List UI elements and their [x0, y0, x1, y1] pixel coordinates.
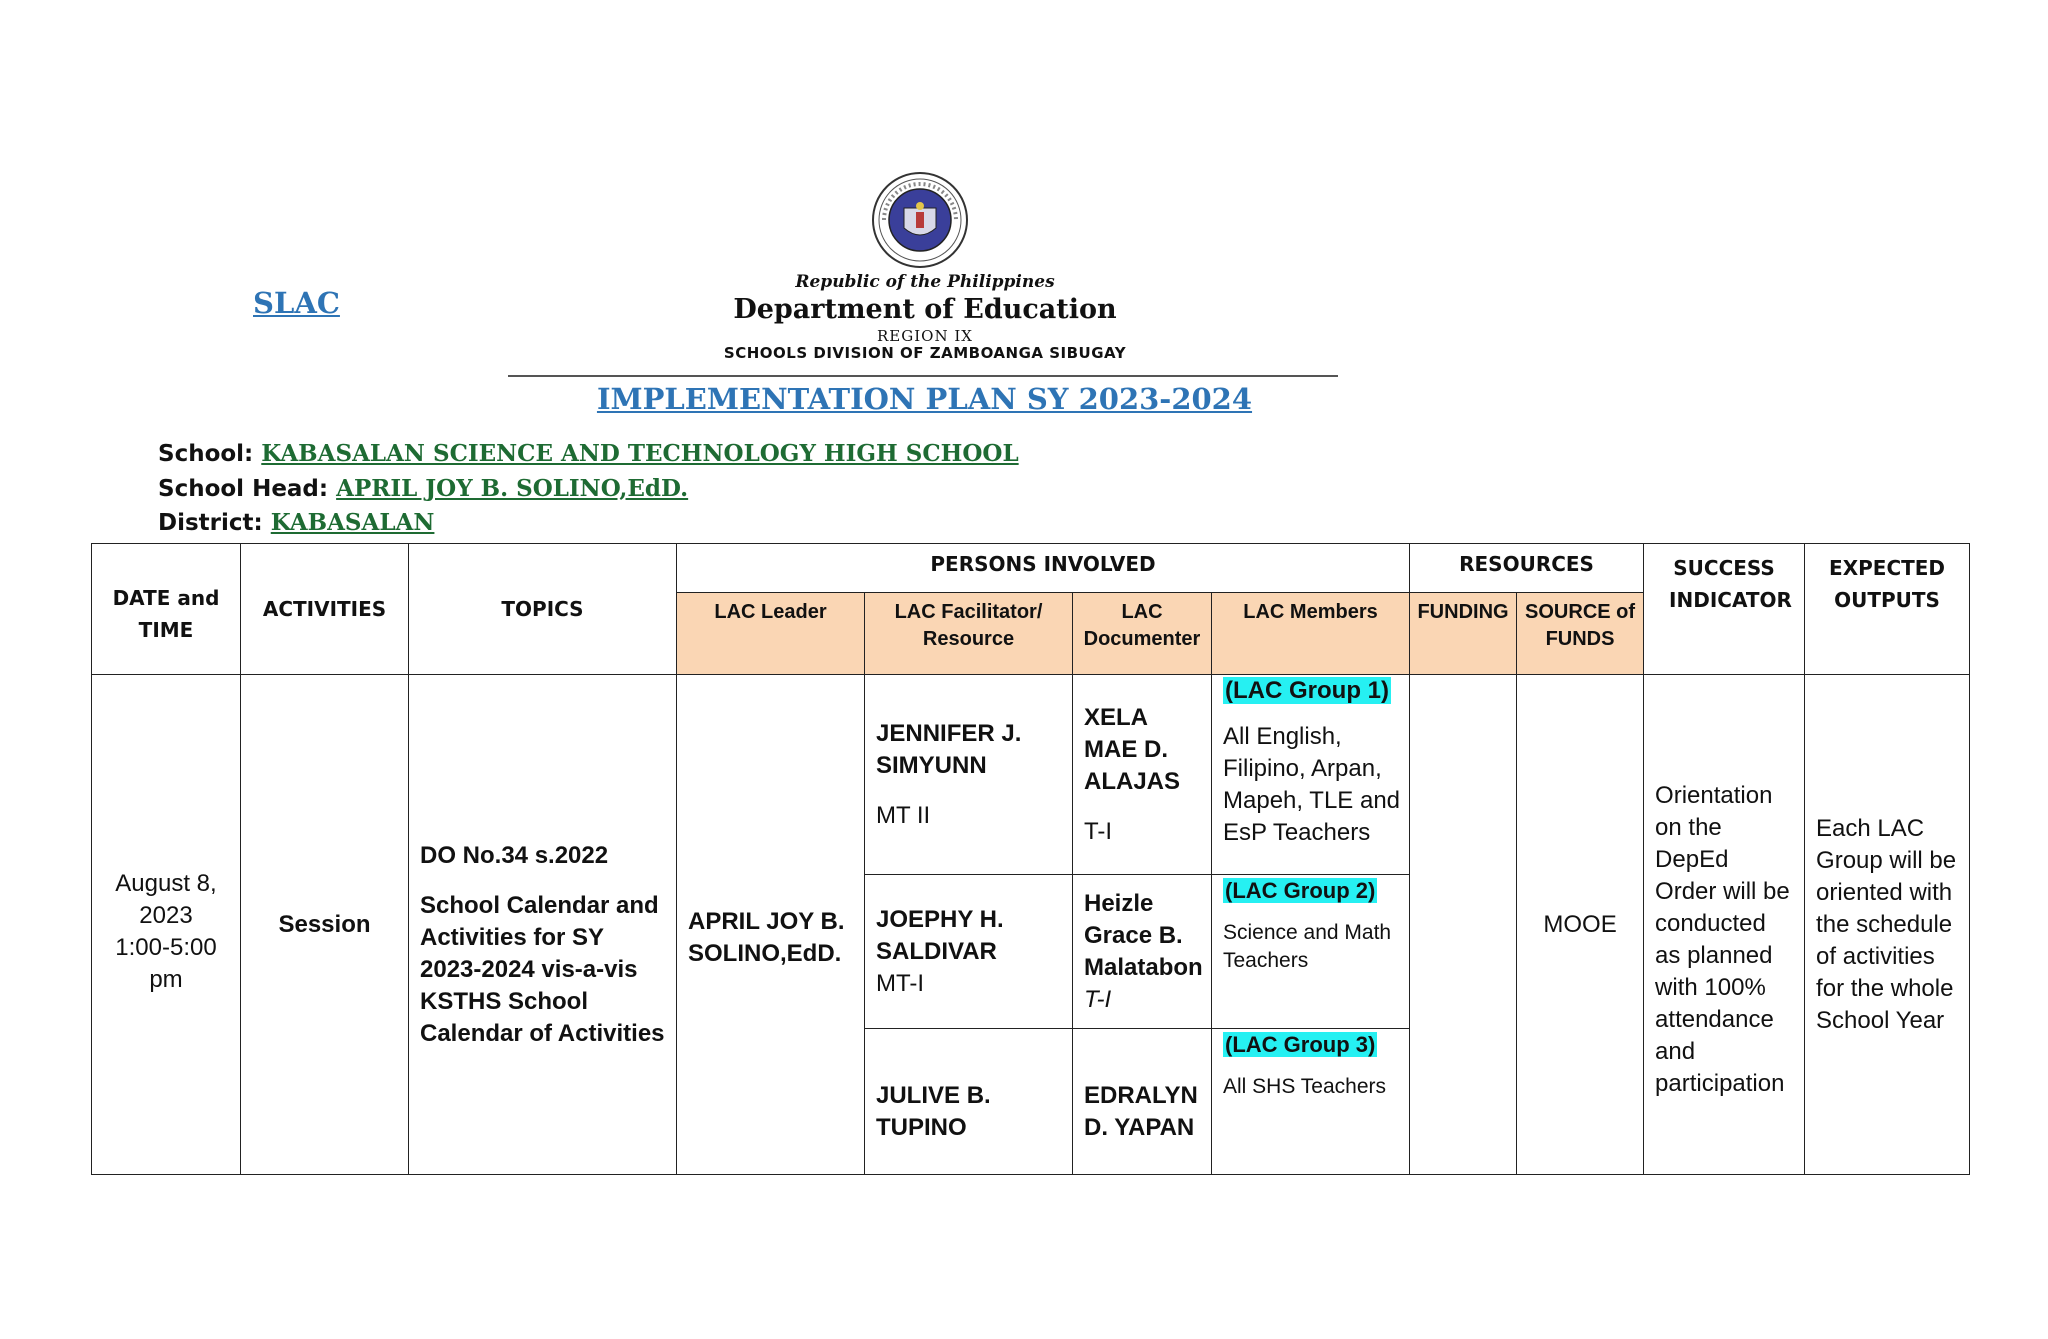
header-topics: TOPICS [409, 544, 677, 675]
facilitator-cell-group-3 [865, 1029, 1073, 1175]
district-label: District: [158, 510, 271, 536]
facilitator-name: JENNIFER J. SIMYUNN [876, 719, 1022, 779]
members-cell-group-1 [1212, 675, 1410, 875]
header-expected-outputs: EXPECTED OUTPUTS [1805, 544, 1970, 675]
header-rule [508, 375, 1338, 377]
topic-code: DO No.34 s.2022 [420, 841, 609, 869]
school-head-value: APRIL JOY B. SOLINO,EdD. [336, 475, 689, 502]
lac-leader-cell: APRIL JOY B. SOLINO,EdD. [677, 675, 865, 1175]
header-persons-involved: PERSONS INVOLVED [677, 544, 1410, 593]
documenter-cell-group-3 [1073, 1029, 1212, 1175]
topic-description: School Calendar and Activities for SY 2023-2024 vis-a-vis KSTHS School Calendar of Activities [420, 891, 665, 1047]
header-lac-leader: LAC Leader [677, 593, 865, 675]
date-time-cell [92, 675, 241, 1175]
source-of-funds-cell: MOOE [1517, 675, 1644, 1175]
documenter-position: T-I [1084, 985, 1112, 1013]
deped-seal-logo [870, 170, 970, 270]
lac-members-text: All English, Filipino, Arpan, Mapeh, TLE and EsP Teachers [1223, 723, 1401, 846]
documenter-position: T-I [1084, 817, 1112, 845]
members-cell-group-3 [1212, 1029, 1410, 1175]
members-cell-group-2 [1212, 875, 1410, 1029]
district-value: KABASALAN [270, 509, 435, 536]
header-funding: FUNDING [1410, 593, 1517, 675]
school-info [158, 440, 1019, 467]
header-date-time: DATE and TIME [92, 544, 241, 675]
department-line: Department of Education [733, 294, 1117, 325]
success-indicator-cell: Orientation on the DepEd Order will be conducted as planned with 100% attendance and participation [1644, 675, 1805, 1175]
header-resources: RESOURCES [1410, 544, 1644, 593]
facilitator-name: JULIVE B. TUPINO [876, 1081, 991, 1141]
republic-line: Republic of the Philippines [795, 272, 1055, 292]
lac-members-text: All SHS Teachers [1223, 1075, 1387, 1098]
implementation-plan-table [91, 543, 1970, 1175]
division-line: SCHOOLS DIVISION OF ZAMBOANGA SIBUGAY [723, 344, 1127, 362]
school-value: KABASALAN SCIENCE AND TECHNOLOGY HIGH SCHOOL [261, 440, 1019, 467]
header-activities: ACTIVITIES [241, 544, 409, 675]
plan-title: IMPLEMENTATION PLAN SY 2023-2024 [596, 382, 1253, 416]
deped-header [500, 170, 1350, 380]
activity-cell: Session [241, 675, 409, 1175]
documenter-name: Heizle Grace B. Malatabon [1084, 889, 1203, 981]
expected-outputs-cell: Each LAC Group will be oriented with the schedule of activities for the whole School Year [1805, 675, 1970, 1175]
facilitator-cell-group-1 [865, 675, 1073, 875]
documenter-name: EDRALYN D. YAPAN [1084, 1081, 1198, 1141]
lac-group-label: (LAC Group 2) [1225, 878, 1376, 903]
session-time: 1:00-5:00 pm [115, 933, 217, 993]
documenter-cell-group-1 [1073, 675, 1212, 875]
lac-group-label: (LAC Group 3) [1225, 1032, 1376, 1057]
header-lac-facilitator: LAC Facilitator/ Resource [865, 593, 1073, 675]
facilitator-name: JOEPHY H. SALDIVAR [876, 905, 1004, 965]
facilitator-position: MT-I [876, 969, 924, 997]
session-date: August 8, 2023 [115, 869, 217, 929]
header-source-of-funds: SOURCE of FUNDS [1517, 593, 1644, 675]
documenter-name: XELA MAE D. ALAJAS [1084, 703, 1181, 795]
header-lac-documenter: LAC Documenter [1073, 593, 1212, 675]
header-success-indicator: SUCCESS INDICATOR [1644, 544, 1805, 675]
lac-members-text: Science and Math Teachers [1223, 921, 1392, 972]
region-line: REGION IX [877, 327, 973, 345]
school-head-info [158, 475, 688, 502]
header-lac-members: LAC Members [1212, 593, 1410, 675]
district-info [158, 509, 434, 536]
slac-label: SLAC [253, 286, 340, 320]
documenter-cell-group-2 [1073, 875, 1212, 1029]
school-head-label: School Head: [158, 476, 337, 502]
topics-cell [409, 675, 677, 1175]
lac-group-label: (LAC Group 1) [1225, 677, 1389, 704]
funding-cell [1410, 675, 1517, 1175]
facilitator-cell-group-2 [865, 875, 1073, 1029]
facilitator-position: MT II [876, 801, 931, 829]
school-label: School: [158, 441, 262, 467]
